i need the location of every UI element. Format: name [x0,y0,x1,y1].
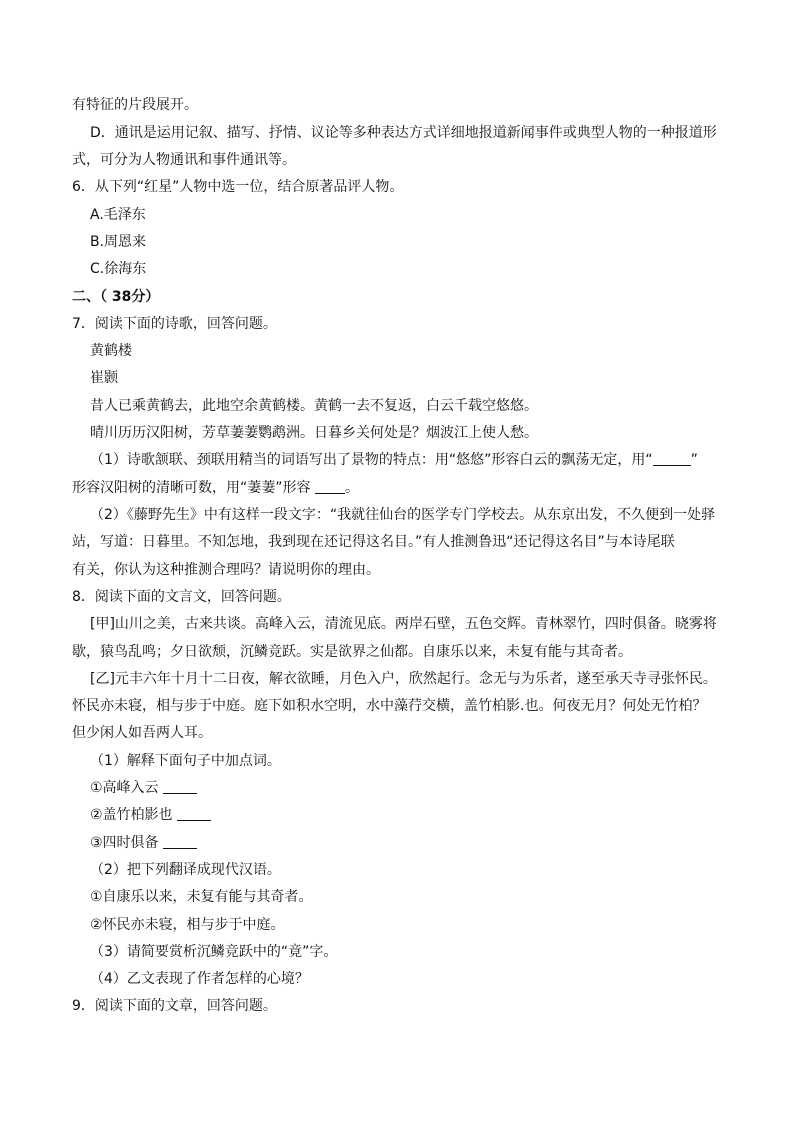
text-line: 有特征的片段展开。 [72,97,198,113]
q7-sub2-line-2: 站，写道：日暮里。不知怎地，我到现在还记得这名目。”有人推测鲁迅“还记得这名目”与本诗尾联 [72,534,675,550]
answer-blank[interactable] [177,806,211,821]
item-text: ②盖竹柏影也 [90,807,173,823]
question-6: 6．从下列“红星”人物中选一位，结合原著品评人物。 [72,179,404,195]
passage-b-line-3: 但少闲人如吾两人耳。 [72,725,212,741]
q8-sub1: （1）解释下面句子中加点词。 [90,753,281,769]
poem-line-1: 昔人已乘黄鹤去，此地空余黄鹤楼。黄鹤一去不复返，白云千载空悠悠。 [90,398,538,414]
answer-blank[interactable] [163,779,197,794]
q8-sub2-item-2: ②怀民亦未寝，相与步于中庭。 [90,917,285,933]
question-7: 7．阅读下面的诗歌，回答问题。 [72,316,277,332]
passage-a-line-2: 歇，猿鸟乱鸣；夕日欲颓，沉鳞竞跃。实是欲界之仙都。自康乐以来，未复有能与其奇者。 [72,644,632,660]
poem-title: 黄鹤楼 [90,343,132,359]
q8-sub2: （2）把下列翻译成现代汉语。 [90,862,281,878]
option-b: B.周恩来 [90,234,147,250]
q8-sub1-item-1 [90,779,197,797]
section-heading: 二、（ 38分） [72,289,160,305]
option-d-line-2: 式，可分为人物通讯和事件通讯等。 [72,152,296,168]
q8-sub1-item-2 [90,806,211,824]
q7-sub1-line-1 [90,451,698,469]
question-8: 8．阅读下面的文言文，回答问题。 [72,589,291,605]
answer-blank[interactable] [163,834,197,849]
poem-line-2: 晴川历历汉阳树，芳草萋萋鹦鹉洲。日暮乡关何处是？烟波江上使人愁。 [90,425,538,441]
q7-sub2-line-3: 有关，你认为这种推测合理吗？请说明你的理由。 [72,562,380,578]
answer-blank[interactable] [315,479,345,494]
q7-sub1-quote-close: ” [690,452,698,468]
q7-sub1-text: （1）诗歌颔联、颈联用精当的词语写出了景物的特点：用“悠悠”形容白云的飘荡无定，用“ [90,452,653,468]
poem-author: 崔颢 [90,370,118,386]
q8-sub3: （3）请简要赏析沉鳞竞跃中的“竟”字。 [90,944,338,960]
option-a: A.毛泽东 [90,207,146,223]
passage-a-line-1: [甲]山川之美，古来共谈。高峰入云，清流见底。两岸石壁，五色交辉。青林翠竹，四时俱备。晓雾将 [90,616,717,632]
q7-sub1-line-2: 形容汉阳树的清晰可数，用“萋萋”形容 。 [72,480,359,496]
answer-blank[interactable] [653,451,691,466]
item-text: ③四时俱备 [90,835,159,851]
q8-sub2-item-1: ①自康乐以来，未复有能与其奇者。 [90,889,313,905]
q7-sub2-line-1: （2）《藤野先生》中有这样一段文字：“我就往仙台的医学专门学校去。从东京出发，不久便到一处驿 [90,507,716,523]
question-9: 9．阅读下面的文章，回答问题。 [72,998,277,1014]
q8-sub1-item-3 [90,834,197,852]
q7-sub1-text-2: 形容汉阳树的清晰可数，用“萋萋”形容 [72,480,311,496]
item-text: ①高峰入云 [90,780,159,796]
passage-b-line-1: [乙]元丰六年十月十二日夜，解衣欲睡，月色入户，欣然起行。念无与为乐者，遂至承天寺寻张怀民。 [90,671,717,687]
q8-sub4: （4）乙文表现了作者怎样的心境？ [90,971,309,987]
option-d-line-1: D．通讯是运用记叙、描写、抒情、议论等多种表达方式详细地报道新闻事件或典型人物的一种报道形 [90,125,717,141]
option-c: C.徐海东 [90,261,147,277]
passage-b-line-2: 怀民亦未寝，相与步于中庭。庭下如积水空明，水中藻荇交横，盖竹柏影.也。何夜无月？何处无竹柏？ [72,698,707,714]
